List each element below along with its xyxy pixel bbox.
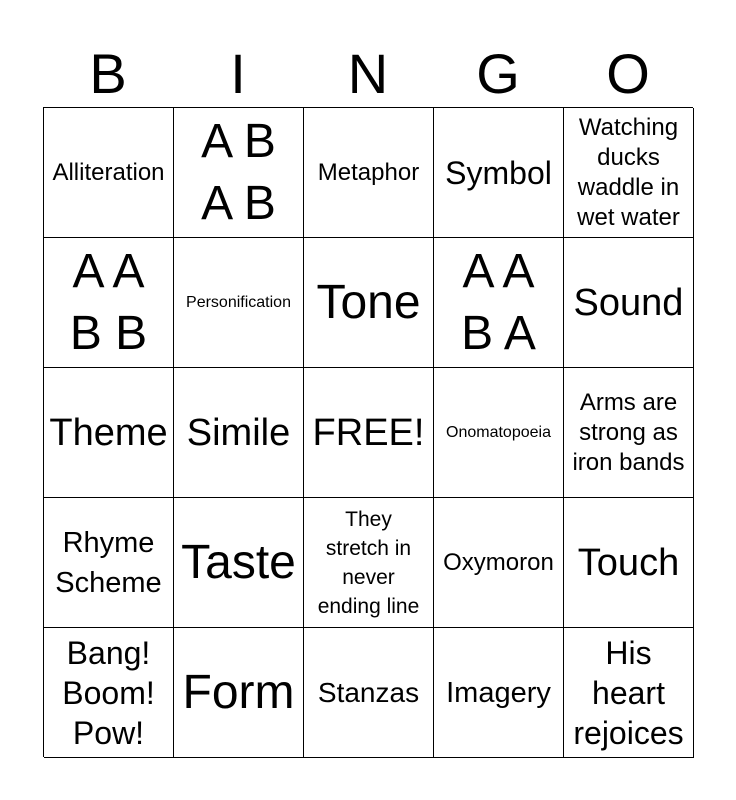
cell-label: Theme	[49, 411, 168, 454]
cell-label: Symbol	[445, 154, 552, 191]
cell-label: Watching ducks waddle in wet water	[577, 113, 680, 231]
bingo-cell[interactable]	[44, 238, 174, 368]
bingo-cell[interactable]	[564, 108, 694, 238]
cell-label: Imagery	[446, 676, 551, 709]
bingo-cell[interactable]	[304, 238, 434, 368]
cell-label: Arms are strong as iron bands	[572, 388, 685, 476]
bingo-cell[interactable]	[434, 108, 564, 238]
bingo-cell[interactable]	[44, 108, 174, 238]
bingo-cell[interactable]	[174, 498, 304, 628]
header-letter-n: N	[347, 42, 389, 105]
cell-label: Sound	[573, 281, 684, 324]
cell-label: They stretch in never ending line	[317, 507, 420, 618]
cell-label: Onomatopoeia	[446, 423, 551, 441]
header-letter-i: I	[230, 42, 246, 105]
bingo-cell[interactable]	[304, 498, 434, 628]
bingo-cell[interactable]	[564, 498, 694, 628]
bingo-cell[interactable]	[174, 368, 304, 498]
cell-label: Bang! Boom! Pow!	[62, 634, 155, 751]
bingo-cell[interactable]	[44, 368, 174, 498]
cell-label: Taste	[181, 535, 296, 589]
bingo-cell[interactable]	[304, 108, 434, 238]
bingo-cell[interactable]	[304, 628, 434, 758]
bingo-cell[interactable]	[174, 628, 304, 758]
cell-label: FREE!	[312, 411, 425, 454]
bingo-cell[interactable]	[434, 368, 564, 498]
header-letter-o: O	[606, 42, 650, 105]
cell-label: Stanzas	[317, 676, 420, 708]
bingo-cell[interactable]	[174, 238, 304, 368]
bingo-grid	[43, 107, 693, 757]
bingo-cell[interactable]	[564, 628, 694, 758]
cell-label: Personification	[186, 293, 291, 311]
cell-label: A A B A	[461, 244, 536, 360]
cell-label: Simile	[186, 411, 291, 454]
cell-label: A B A B	[201, 114, 276, 230]
bingo-cell[interactable]	[434, 498, 564, 628]
header-letter-g: G	[476, 42, 520, 105]
bingo-cell[interactable]	[304, 368, 434, 498]
bingo-cell[interactable]	[434, 238, 564, 368]
bingo-cell[interactable]	[434, 628, 564, 758]
bingo-cell[interactable]	[44, 628, 174, 758]
bingo-cell[interactable]	[44, 498, 174, 628]
cell-label: Alliteration	[52, 158, 165, 186]
cell-label: Tone	[316, 275, 421, 329]
cell-label: His heart rejoices	[573, 634, 684, 751]
bingo-cell[interactable]	[564, 368, 694, 498]
cell-label: Metaphor	[317, 158, 420, 186]
bingo-header	[43, 42, 693, 106]
bingo-cell[interactable]	[564, 238, 694, 368]
cell-label: Touch	[577, 541, 680, 584]
cell-label: Oxymoron	[443, 548, 554, 576]
cell-label: A A B B	[69, 244, 148, 360]
bingo-cell[interactable]	[174, 108, 304, 238]
header-letter-b: B	[89, 42, 127, 105]
cell-label: Form	[182, 665, 295, 719]
cell-label: Rhyme Scheme	[55, 526, 162, 599]
